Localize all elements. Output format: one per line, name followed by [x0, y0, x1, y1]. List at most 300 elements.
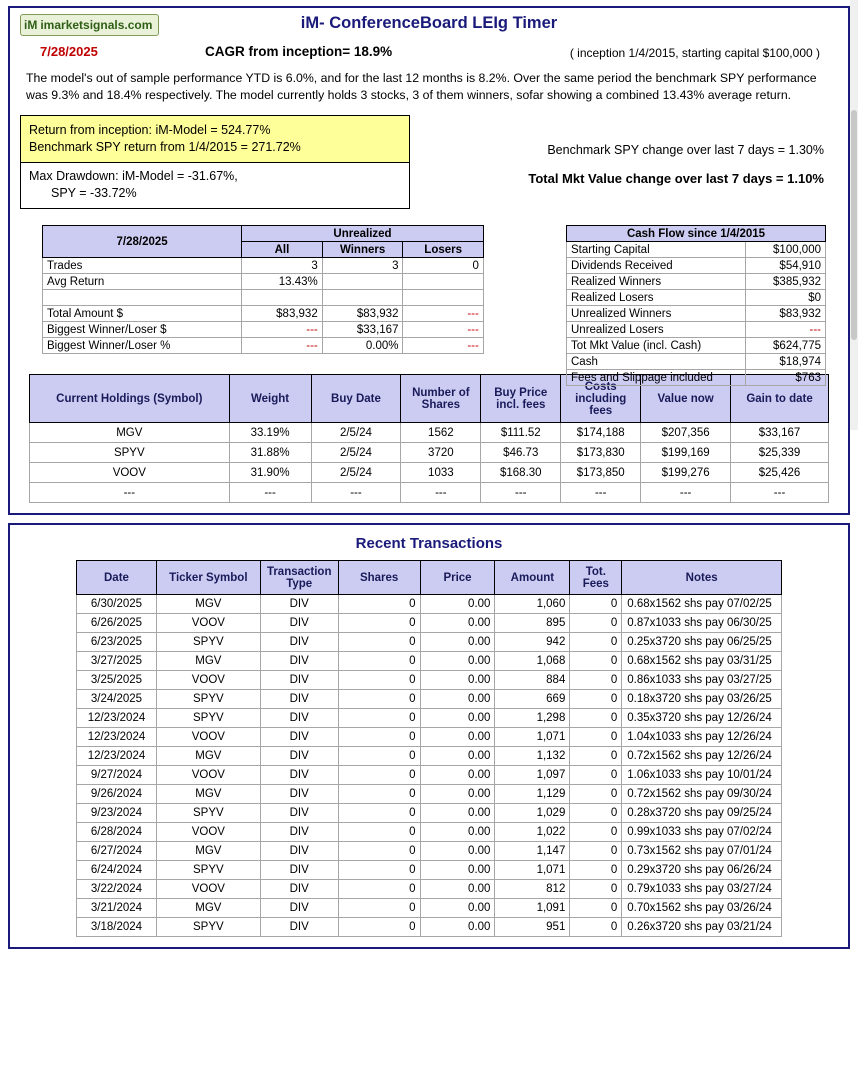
txn-ticker: MGV [156, 747, 260, 766]
row-label: Trades [43, 258, 242, 274]
txn-date: 6/28/2024 [77, 823, 157, 842]
table-row [77, 690, 782, 709]
txn-date: 12/23/2024 [77, 747, 157, 766]
transactions-title: Recent Transactions [355, 535, 503, 552]
row-label: Biggest Winner/Loser % [43, 338, 242, 354]
cell-losers: --- [403, 306, 483, 322]
txn-shares: 0 [338, 804, 420, 823]
txn-notes: 0.72x1562 shs pay 09/30/24 [622, 785, 782, 804]
row-label: Unrealized Losers [567, 322, 746, 338]
txn-shares: 0 [338, 766, 420, 785]
col-amount: Amount [495, 561, 570, 595]
col-price: Price [420, 561, 495, 595]
txn-ticker: VOOV [156, 766, 260, 785]
table-row [30, 483, 829, 503]
spacer-cell [483, 306, 531, 322]
returns-box [20, 115, 410, 209]
table-row [77, 842, 782, 861]
txn-type: DIV [260, 785, 338, 804]
row-value: $385,932 [746, 274, 826, 290]
txn-type: DIV [260, 842, 338, 861]
txn-date: 6/27/2024 [77, 842, 157, 861]
spacer-cell [483, 290, 531, 306]
benchmark-return-line: Benchmark SPY return from 1/4/2015 = 271.72% [29, 140, 301, 154]
txn-ticker: MGV [156, 652, 260, 671]
col-symbol: Current Holdings (Symbol) [30, 375, 230, 423]
txn-date: 9/27/2024 [77, 766, 157, 785]
txn-amount: 1,022 [495, 823, 570, 842]
txn-notes: 0.68x1562 shs pay 07/02/25 [622, 595, 782, 614]
spacer-cell [483, 258, 531, 274]
table-row [30, 443, 829, 463]
txn-type: DIV [260, 918, 338, 937]
holding-gain: --- [731, 483, 829, 503]
row-value: $54,910 [746, 258, 826, 274]
txn-shares: 0 [338, 595, 420, 614]
txn-type: DIV [260, 709, 338, 728]
table-row [567, 226, 826, 242]
txn-amount: 1,091 [495, 899, 570, 918]
txn-price: 0.00 [420, 899, 495, 918]
txn-fees: 0 [570, 709, 622, 728]
scrollbar-thumb[interactable] [851, 110, 857, 340]
cell-losers: --- [403, 338, 483, 354]
txn-fees: 0 [570, 595, 622, 614]
logo-im-mark: iM [24, 18, 38, 32]
col-shares: Shares [338, 561, 420, 595]
table-row [567, 242, 826, 258]
txn-amount: 1,068 [495, 652, 570, 671]
txn-type: DIV [260, 671, 338, 690]
row-label [43, 290, 242, 306]
txn-date: 6/23/2025 [77, 633, 157, 652]
txn-fees: 0 [570, 899, 622, 918]
txn-ticker: VOOV [156, 728, 260, 747]
txn-ticker: MGV [156, 842, 260, 861]
unrealized-table [42, 225, 532, 354]
table-row [567, 338, 826, 354]
txn-price: 0.00 [420, 633, 495, 652]
txn-price: 0.00 [420, 785, 495, 804]
col-gain: Gain to date [731, 375, 829, 423]
holding-symbol: --- [30, 483, 230, 503]
txn-ticker: MGV [156, 785, 260, 804]
txn-date: 3/21/2024 [77, 899, 157, 918]
txn-ticker: SPYV [156, 709, 260, 728]
table-row [77, 880, 782, 899]
txn-notes: 0.72x1562 shs pay 12/26/24 [622, 747, 782, 766]
txn-shares: 0 [338, 918, 420, 937]
cell-losers [403, 274, 483, 290]
row-label: Fees and Slippage included [567, 370, 746, 386]
row-label: Cash [567, 354, 746, 370]
holding-symbol: VOOV [30, 463, 230, 483]
txn-price: 0.00 [420, 747, 495, 766]
txn-date: 9/23/2024 [77, 804, 157, 823]
holding-gain: $25,339 [731, 443, 829, 463]
stats-tables-row [20, 225, 838, 384]
txn-amount: 1,132 [495, 747, 570, 766]
table-row [567, 274, 826, 290]
txn-amount: 942 [495, 633, 570, 652]
table-row [77, 633, 782, 652]
txn-shares: 0 [338, 709, 420, 728]
holding-buy-price: $46.73 [481, 443, 561, 463]
txn-amount: 884 [495, 671, 570, 690]
table-row [567, 354, 826, 370]
txn-fees: 0 [570, 804, 622, 823]
col-winners: Winners [322, 242, 403, 258]
txn-amount: 1,060 [495, 595, 570, 614]
model-return-line: Return from inception: iM-Model = 524.77% [29, 123, 271, 137]
table-row [567, 290, 826, 306]
cell-losers: 0 [403, 258, 483, 274]
txn-ticker: VOOV [156, 823, 260, 842]
txn-notes: 0.18x3720 shs pay 03/26/25 [622, 690, 782, 709]
txn-notes: 0.79x1033 shs pay 03/27/24 [622, 880, 782, 899]
table-row [567, 306, 826, 322]
txn-price: 0.00 [420, 918, 495, 937]
txn-price: 0.00 [420, 804, 495, 823]
txn-date: 12/23/2024 [77, 728, 157, 747]
holding-buy-date: --- [311, 483, 401, 503]
unrealized-group-header: Unrealized [242, 226, 484, 242]
txn-amount: 1,071 [495, 728, 570, 747]
txn-date: 6/24/2024 [77, 861, 157, 880]
txn-type: DIV [260, 766, 338, 785]
cash-flow-header: Cash Flow since 1/4/2015 [567, 226, 826, 242]
holding-value-now: $199,276 [641, 463, 731, 483]
drawdown-block [21, 163, 409, 208]
txn-fees: 0 [570, 823, 622, 842]
txn-date: 6/30/2025 [77, 595, 157, 614]
txn-price: 0.00 [420, 861, 495, 880]
txn-shares: 0 [338, 823, 420, 842]
holding-weight: 33.19% [229, 423, 311, 443]
holding-buy-price: --- [481, 483, 561, 503]
row-label: Total Amount $ [43, 306, 242, 322]
holding-symbol: MGV [30, 423, 230, 443]
txn-notes: 0.35x3720 shs pay 12/26/24 [622, 709, 782, 728]
txn-type: DIV [260, 899, 338, 918]
report-header [20, 14, 838, 40]
table-row [77, 861, 782, 880]
txn-shares: 0 [338, 728, 420, 747]
table-row [30, 423, 829, 443]
table-row [43, 322, 532, 338]
txn-price: 0.00 [420, 728, 495, 747]
summary-panel [8, 6, 850, 515]
cell-all: --- [242, 338, 323, 354]
holding-buy-date: 2/5/24 [311, 443, 401, 463]
row-label: Avg Return [43, 274, 242, 290]
holding-shares: 1562 [401, 423, 481, 443]
txn-fees: 0 [570, 652, 622, 671]
txn-type: DIV [260, 633, 338, 652]
txn-notes: 0.25x3720 shs pay 06/25/25 [622, 633, 782, 652]
holding-shares: --- [401, 483, 481, 503]
row-label: Tot Mkt Value (incl. Cash) [567, 338, 746, 354]
txn-fees: 0 [570, 766, 622, 785]
txn-fees: 0 [570, 690, 622, 709]
row-label: Dividends Received [567, 258, 746, 274]
txn-date: 3/27/2025 [77, 652, 157, 671]
table-row [43, 226, 532, 242]
transactions-panel [8, 523, 850, 949]
spy-drawdown-line: SPY = -33.72% [51, 186, 137, 200]
txn-notes: 0.70x1562 shs pay 03/26/24 [622, 899, 782, 918]
table-row [77, 728, 782, 747]
cell-all [242, 290, 323, 306]
holding-costs: $173,830 [561, 443, 641, 463]
spacer-cell [483, 322, 531, 338]
table-row [77, 595, 782, 614]
holding-shares: 3720 [401, 443, 481, 463]
txn-notes: 0.29x3720 shs pay 06/26/24 [622, 861, 782, 880]
table-row [567, 370, 826, 386]
row-label: Starting Capital [567, 242, 746, 258]
holding-shares: 1033 [401, 463, 481, 483]
txn-date: 6/26/2025 [77, 614, 157, 633]
row-label: Realized Losers [567, 290, 746, 306]
txn-fees: 0 [570, 614, 622, 633]
recent-transactions-table [76, 560, 782, 937]
txn-notes: 0.73x1562 shs pay 07/01/24 [622, 842, 782, 861]
header-stats-row [20, 44, 838, 64]
cell-losers: --- [403, 322, 483, 338]
cell-winners [322, 290, 403, 306]
cash-flow-table [566, 225, 826, 386]
spacer-cell [483, 242, 531, 258]
weekly-change-stats [528, 143, 824, 186]
txn-ticker: MGV [156, 899, 260, 918]
table-row [43, 290, 532, 306]
cell-winners: 3 [322, 258, 403, 274]
txn-type: DIV [260, 823, 338, 842]
col-type: Transaction Type [260, 561, 338, 595]
cell-all: $83,932 [242, 306, 323, 322]
txn-price: 0.00 [420, 614, 495, 633]
txn-notes: 1.06x1033 shs pay 10/01/24 [622, 766, 782, 785]
txn-type: DIV [260, 595, 338, 614]
table-row [77, 614, 782, 633]
row-value: $624,775 [746, 338, 826, 354]
txn-shares: 0 [338, 614, 420, 633]
row-value: $763 [746, 370, 826, 386]
holding-symbol: SPYV [30, 443, 230, 463]
row-label: Realized Winners [567, 274, 746, 290]
cell-all: --- [242, 322, 323, 338]
txn-date: 3/25/2025 [77, 671, 157, 690]
col-costs: Costs including fees [561, 375, 641, 423]
spy-7day-change: Benchmark SPY change over last 7 days = 1.30% [547, 143, 824, 157]
cagr-label: CAGR from inception= 18.9% [205, 44, 393, 59]
txn-fees: 0 [570, 918, 622, 937]
txn-type: DIV [260, 880, 338, 899]
holding-buy-price: $111.52 [481, 423, 561, 443]
col-all: All [242, 242, 323, 258]
txn-shares: 0 [338, 671, 420, 690]
txn-notes: 0.68x1562 shs pay 03/31/25 [622, 652, 782, 671]
txn-fees: 0 [570, 633, 622, 652]
txn-shares: 0 [338, 880, 420, 899]
txn-price: 0.00 [420, 652, 495, 671]
holding-buy-price: $168.30 [481, 463, 561, 483]
txn-shares: 0 [338, 652, 420, 671]
cell-winners: $33,167 [322, 322, 403, 338]
returns-and-changes [20, 115, 838, 215]
returns-highlight [21, 116, 409, 163]
holding-weight: --- [229, 483, 311, 503]
row-value: $18,974 [746, 354, 826, 370]
holding-buy-date: 2/5/24 [311, 423, 401, 443]
txn-ticker: SPYV [156, 690, 260, 709]
txn-shares: 0 [338, 785, 420, 804]
txn-amount: 1,029 [495, 804, 570, 823]
logo-text: imarketsignals.com [40, 18, 153, 32]
txn-amount: 1,097 [495, 766, 570, 785]
table-row [43, 338, 532, 354]
holding-value-now: --- [641, 483, 731, 503]
table-row [567, 258, 826, 274]
txn-date: 9/26/2024 [77, 785, 157, 804]
table-row [77, 918, 782, 937]
txn-ticker: SPYV [156, 633, 260, 652]
txn-date: 3/18/2024 [77, 918, 157, 937]
holding-gain: $33,167 [731, 423, 829, 443]
txn-date: 12/23/2024 [77, 709, 157, 728]
txn-fees: 0 [570, 671, 622, 690]
txn-price: 0.00 [420, 709, 495, 728]
col-ticker: Ticker Symbol [156, 561, 260, 595]
txn-type: DIV [260, 652, 338, 671]
txn-price: 0.00 [420, 880, 495, 899]
txn-amount: 669 [495, 690, 570, 709]
txn-fees: 0 [570, 880, 622, 899]
spacer-cell [483, 338, 531, 354]
holding-costs: $173,850 [561, 463, 641, 483]
txn-shares: 0 [338, 842, 420, 861]
col-date: Date [77, 561, 157, 595]
txn-type: DIV [260, 804, 338, 823]
txn-amount: 812 [495, 880, 570, 899]
txn-ticker: VOOV [156, 880, 260, 899]
txn-price: 0.00 [420, 823, 495, 842]
txn-shares: 0 [338, 899, 420, 918]
cell-all: 3 [242, 258, 323, 274]
col-value-now: Value now [641, 375, 731, 423]
txn-price: 0.00 [420, 690, 495, 709]
holding-gain: $25,426 [731, 463, 829, 483]
txn-ticker: MGV [156, 595, 260, 614]
table-row [77, 823, 782, 842]
cell-all: 13.43% [242, 274, 323, 290]
txn-amount: 1,129 [495, 785, 570, 804]
txn-type: DIV [260, 690, 338, 709]
row-label: Biggest Winner/Loser $ [43, 322, 242, 338]
col-shares: Number of Shares [401, 375, 481, 423]
txn-shares: 0 [338, 747, 420, 766]
cell-winners [322, 274, 403, 290]
row-value: $83,932 [746, 306, 826, 322]
txn-amount: 1,071 [495, 861, 570, 880]
table-row [30, 463, 829, 483]
mktvalue-7day-change: Total Mkt Value change over last 7 days = 1.10% [528, 171, 824, 186]
table-row [77, 766, 782, 785]
txn-type: DIV [260, 614, 338, 633]
txn-notes: 0.28x3720 shs pay 09/25/24 [622, 804, 782, 823]
table-row [567, 322, 826, 338]
table-row [77, 652, 782, 671]
row-label: Unrealized Winners [567, 306, 746, 322]
page-title: iM- ConferenceBoard LEIg Timer [300, 14, 558, 32]
row-value: --- [746, 322, 826, 338]
txn-fees: 0 [570, 747, 622, 766]
table-row [77, 671, 782, 690]
txn-fees: 0 [570, 842, 622, 861]
table-header-row [77, 561, 782, 595]
txn-fees: 0 [570, 861, 622, 880]
txn-ticker: SPYV [156, 804, 260, 823]
page-scrollbar[interactable] [850, 0, 858, 430]
txn-type: DIV [260, 747, 338, 766]
holding-value-now: $207,356 [641, 423, 731, 443]
table-row [77, 804, 782, 823]
col-fees: Tot. Fees [570, 561, 622, 595]
txn-amount: 895 [495, 614, 570, 633]
txn-shares: 0 [338, 861, 420, 880]
spacer-cell [483, 226, 531, 242]
txn-notes: 1.04x1033 shs pay 12/26/24 [622, 728, 782, 747]
cell-winners: 0.00% [322, 338, 403, 354]
txn-price: 0.00 [420, 595, 495, 614]
holding-weight: 31.90% [229, 463, 311, 483]
txn-price: 0.00 [420, 842, 495, 861]
model-drawdown-line: Max Drawdown: iM-Model = -31.67%, [29, 169, 238, 183]
col-notes: Notes [622, 561, 782, 595]
table-row [43, 274, 532, 290]
col-buy-date: Buy Date [311, 375, 401, 423]
txn-date: 3/24/2025 [77, 690, 157, 709]
txn-notes: 0.86x1033 shs pay 03/27/25 [622, 671, 782, 690]
txn-ticker: VOOV [156, 671, 260, 690]
inception-note: ( inception 1/4/2015, starting capital $100,000 ) [569, 46, 820, 60]
col-weight: Weight [229, 375, 311, 423]
table-row [77, 785, 782, 804]
txn-type: DIV [260, 728, 338, 747]
table-row [77, 747, 782, 766]
txn-notes: 0.26x3720 shs pay 03/21/24 [622, 918, 782, 937]
txn-ticker: VOOV [156, 614, 260, 633]
txn-fees: 0 [570, 785, 622, 804]
col-losers: Losers [403, 242, 483, 258]
table-row [43, 306, 532, 322]
spacer-cell [483, 274, 531, 290]
txn-type: DIV [260, 861, 338, 880]
table-row [77, 899, 782, 918]
row-value: $0 [746, 290, 826, 306]
cell-losers [403, 290, 483, 306]
txn-shares: 0 [338, 633, 420, 652]
txn-shares: 0 [338, 690, 420, 709]
holding-costs: $174,188 [561, 423, 641, 443]
cell-winners: $83,932 [322, 306, 403, 322]
row-value: $100,000 [746, 242, 826, 258]
txn-price: 0.00 [420, 766, 495, 785]
holding-weight: 31.88% [229, 443, 311, 463]
current-holdings-table [29, 374, 829, 503]
txn-ticker: SPYV [156, 918, 260, 937]
